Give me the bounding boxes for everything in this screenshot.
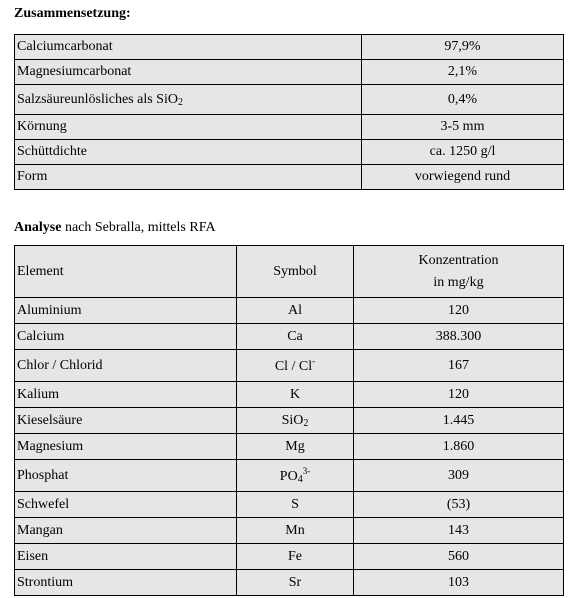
composition-label: Körnung: [15, 115, 362, 140]
symbol-cell: Mg: [237, 434, 354, 460]
table-row: [15, 434, 564, 460]
composition-label-text: Salzsäureunlösliches als SiO: [17, 91, 178, 107]
table-row: [15, 60, 564, 85]
composition-label: Calciumcarbonat: [15, 35, 362, 60]
composition-value: 0,4%: [362, 85, 564, 115]
superscript: 3-: [302, 466, 311, 476]
element-cell: Aluminium: [15, 298, 237, 324]
analysis-heading-bold: Analyse: [14, 220, 62, 235]
value-cell: 167: [354, 350, 564, 382]
table-row: [15, 85, 564, 115]
subscript: 2: [303, 417, 309, 429]
element-cell: Kalium: [15, 382, 237, 408]
value-cell: 103: [354, 570, 564, 596]
subscript: 4: [297, 474, 303, 485]
symbol-cell: Sr: [237, 570, 354, 596]
header-element: Element: [15, 246, 237, 298]
value-cell: 1.445: [354, 408, 564, 434]
composition-value: 3-5 mm: [362, 115, 564, 140]
composition-table: [14, 34, 564, 190]
superscript: -: [312, 356, 316, 366]
composition-value: ca. 1250 g/l: [362, 140, 564, 165]
header-concentration-line1: Konzentration: [418, 252, 499, 268]
table-row: [15, 382, 564, 408]
table-row: [15, 544, 564, 570]
table-row: [15, 350, 564, 382]
value-cell: 120: [354, 298, 564, 324]
table-row: [15, 298, 564, 324]
value-cell: 1.860: [354, 434, 564, 460]
element-cell: Schwefel: [15, 492, 237, 518]
symbol-cell: K: [237, 382, 354, 408]
symbol-cell: [237, 408, 354, 434]
composition-label: Form: [15, 165, 362, 190]
symbol-text: PO: [279, 469, 298, 484]
analysis-heading: [14, 220, 216, 236]
symbol-text: SiO: [281, 412, 304, 428]
table-row: [15, 140, 564, 165]
table-row: [15, 570, 564, 596]
analysis-table: [14, 245, 564, 596]
element-cell: Strontium: [15, 570, 237, 596]
value-cell: (53): [354, 492, 564, 518]
composition-label: Schüttdichte: [15, 140, 362, 165]
element-cell: Eisen: [15, 544, 237, 570]
table-row: [15, 165, 564, 190]
symbol-cell: Fe: [237, 544, 354, 570]
value-cell: 143: [354, 518, 564, 544]
symbol-text: Cl / Cl: [274, 359, 313, 374]
element-cell: Kieselsäure: [15, 408, 237, 434]
symbol-cell: [237, 350, 354, 382]
header-symbol: Symbol: [237, 246, 354, 298]
element-cell: Mangan: [15, 518, 237, 544]
table-row: [15, 518, 564, 544]
table-row: [15, 115, 564, 140]
table-row: [15, 408, 564, 434]
composition-value: 97,9%: [362, 35, 564, 60]
symbol-cell: [237, 460, 354, 492]
table-row: [15, 35, 564, 60]
symbol-cell: Mn: [237, 518, 354, 544]
composition-label: Magnesiumcarbonat: [15, 60, 362, 85]
element-cell: Chlor / Chlorid: [15, 350, 237, 382]
composition-heading: Zusammensetzung:: [14, 6, 131, 21]
element-cell: Phosphat: [15, 460, 237, 492]
symbol-cell: Ca: [237, 324, 354, 350]
composition-label: [15, 85, 362, 115]
header-concentration-line2: in mg/kg: [433, 274, 484, 290]
header-concentration: [354, 246, 564, 298]
symbol-cell: Al: [237, 298, 354, 324]
value-cell: 560: [354, 544, 564, 570]
subscript: 2: [177, 96, 183, 108]
composition-value: vorwiegend rund: [362, 165, 564, 190]
table-row: [15, 492, 564, 518]
value-cell: 120: [354, 382, 564, 408]
table-header-row: [15, 246, 564, 298]
analysis-heading-rest: nach Sebralla, mittels RFA: [61, 220, 216, 235]
table-row: [15, 460, 564, 492]
table-row: [15, 324, 564, 350]
element-cell: Magnesium: [15, 434, 237, 460]
element-cell: Calcium: [15, 324, 237, 350]
composition-value: 2,1%: [362, 60, 564, 85]
symbol-cell: S: [237, 492, 354, 518]
value-cell: 309: [354, 460, 564, 492]
value-cell: 388.300: [354, 324, 564, 350]
